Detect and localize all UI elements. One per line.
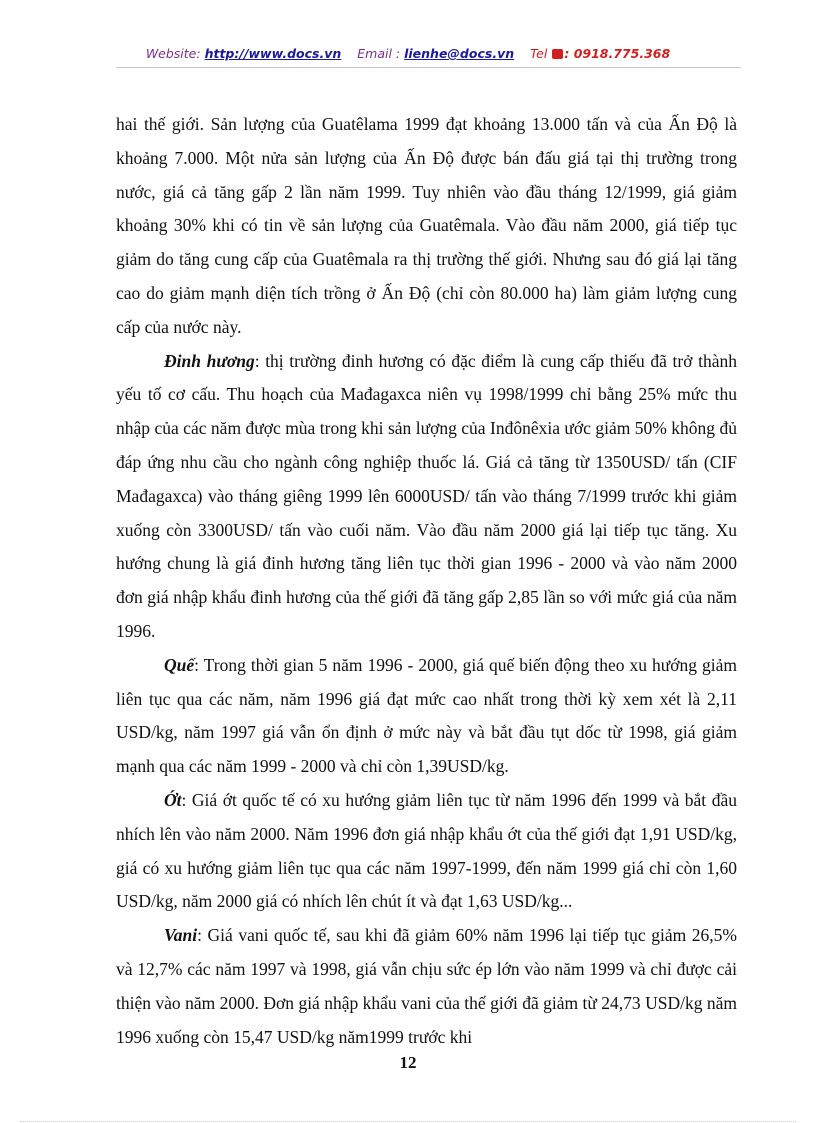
tel-label: Tel (530, 46, 548, 61)
website-link[interactable]: http://www.docs.vn (204, 46, 342, 61)
tel-number: : 0918.775.368 (564, 46, 671, 61)
paragraph-text: hai thế giới. Sản lượng của Guatêlama 1999 đạt khoảng 13.000 tấn và của Ấn Độ là khoảng 7.000. Một nửa sản lượng của Ấn Độ được bán đấu giá tại thị trường trong nước, giá cả tăng gấp 2 lần năm 1999. Tuy nhiên vào đầu tháng 12/1999, giá giảm khoảng 30% khi có tin về sản lượng của Guatêmala. Vào đầu năm 2000, giá tiếp tục giảm do tăng cung cấp của Guatêmala ra thị trường thế giới. Nhưng sau đó giá lại tăng cao do giảm mạnh diện tích trồng ở Ấn Độ (chỉ còn 80.000 ha) làm giảm lượng cung cấp của nước này. (116, 114, 737, 337)
page-number: 12 (399, 1053, 417, 1072)
paragraph-text: : thị trường đinh hương có đặc điểm là cung cấp thiếu đã trở thành yếu tố cơ cấu. Thu hoạch của Mađagaxca niên vụ 1998/1999 chỉ bằng 25% mức thu nhập của các năm được mùa trong khi sản lượng của Inđônêxia ước giảm 50% không đủ đáp ứng nhu cầu cho ngành công nghiệp thuốc lá. Giá cả tăng từ 1350USD/ tấn (CIF Mađagaxca) vào tháng giêng 1999 lên 6000USD/ tấn vào tháng 7/1999 trước khi giảm xuống còn 3300USD/ tấn vào cuối năm. Vào đầu năm 2000 giá lại tiếp tục tăng. Xu hướng chung là giá đinh hương tăng liên tục thời gian 1996 - 2000 và vào năm 2000 đơn giá nhập khẩu đinh hương của thế giới đã tăng gấp 2,85 lần so với mức giá của năm 1996. (116, 350, 737, 641)
paragraph-text: : Trong thời gian 5 năm 1996 - 2000, giá quế biến động theo xu hướng giảm liên tục qua các năm, năm 1996 giá đạt mức cao nhất trong thời kỳ xem xét là 2,11 USD/kg, năm 1997 giá vẫn ổn định ở mức này và bắt đầu tụt dốc từ 1998, giá giảm mạnh qua các năm 1999 - 2000 và chỉ còn 1,39USD/kg. (116, 654, 737, 777)
header-divider (116, 67, 741, 68)
paragraph-dinh-huong (116, 345, 737, 649)
document-body (116, 108, 737, 1054)
website-label: Website: (145, 46, 201, 61)
phone-icon (552, 49, 563, 59)
page-header (0, 46, 816, 61)
term-vani: Vani (164, 925, 198, 946)
term-ot: Ớt (164, 789, 182, 810)
email-link[interactable]: lienhe@docs.vn (404, 46, 515, 61)
paragraph-vani (116, 919, 737, 1054)
term-dinh-huong: Đinh hương (164, 350, 255, 371)
paragraph-text: : Giá vani quốc tế, sau khi đã giảm 60% năm 1996 lại tiếp tục giảm 26,5% và 12,7% các năm 1997 và 1998, giá vẫn chịu sức ép lớn vào năm 1999 và chỉ được cải thiện vào năm 2000. Đơn giá nhập khẩu vani của thế giới đã giảm từ 24,73 USD/kg năm 1996 xuống còn 15,47 USD/kg năm1999 trước khi (116, 925, 737, 1047)
paragraph-intro (116, 108, 737, 345)
email-label: Email : (357, 46, 401, 61)
page-bottom-border (20, 1121, 796, 1122)
paragraph-ot (116, 784, 737, 919)
term-que: Quế (164, 654, 195, 675)
paragraph-que (116, 649, 737, 784)
paragraph-text: : Giá ớt quốc tế có xu hướng giảm liên tục từ năm 1996 đến 1999 và bắt đầu nhích lên vào năm 2000. Năm 1996 đơn giá nhập khẩu ớt của thế giới đạt 1,91 USD/kg, giá có xu hướng giảm liên tục qua các năm 1997-1999, đến năm 1999 giá chỉ còn 1,60 USD/kg, năm 2000 giá có nhích lên chút ít và đạt 1,63 USD/kg... (116, 789, 737, 912)
